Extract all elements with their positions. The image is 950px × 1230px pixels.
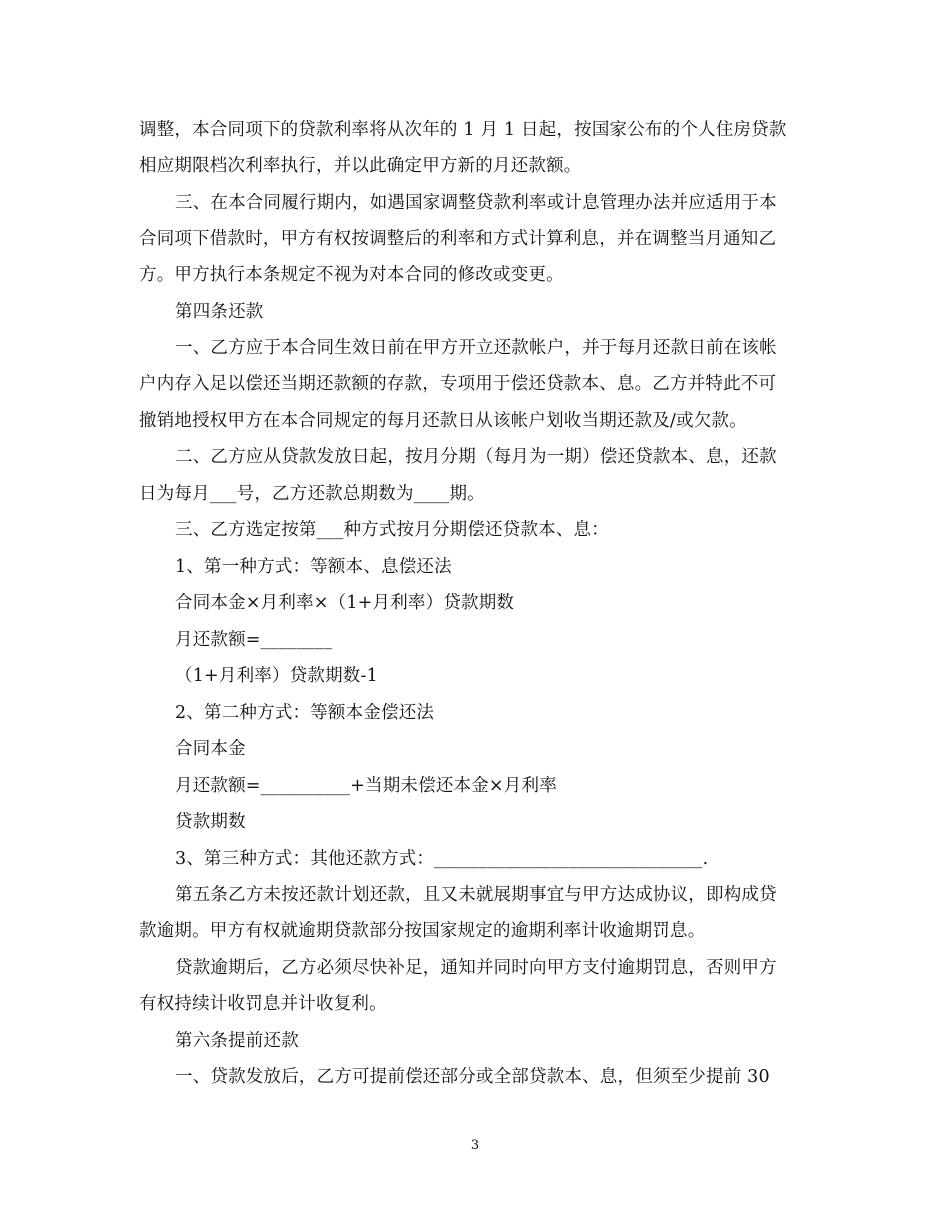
text-line: 户内存入足以偿还当期还款额的存款，专项用于偿还贷款本、息。乙方并特此不可	[139, 374, 777, 394]
text-line: 方。甲方执行本条规定不视为对本合同的修改或变更。	[139, 265, 564, 285]
text-line: 撤销地授权甲方在本合同规定的每月还款日从该帐户划收当期还款及/或欠款。	[139, 411, 747, 431]
formula-line: 月还款额=__________+当期未偿还本金×月利率	[175, 776, 557, 796]
formula-line: 月还款额=________	[175, 630, 333, 650]
text-line: 2、第二种方式：等额本金偿还法	[175, 703, 435, 723]
text-line: 日为每月___号，乙方还款总期数为____期。	[139, 484, 485, 504]
text-line: 三、乙方选定按第___种方式按月分期偿还贷款本、息：	[175, 520, 609, 540]
formula-denominator: 贷款期数	[175, 812, 246, 832]
text-line: 相应期限档次利率执行，并以此确定甲方新的月还款额。	[139, 156, 582, 176]
text-line: 贷款逾期后，乙方必须尽快补足，通知并同时向甲方支付逾期罚息，否则甲方	[175, 958, 777, 978]
text-line: 合同项下借款时，甲方有权按调整后的利率和方式计算利息，并在调整当月通知乙	[139, 229, 777, 249]
text-line: 款逾期。甲方有权就逾期贷款部分按国家规定的逾期利率计收逾期罚息。	[139, 921, 706, 941]
text-line: 二、乙方应从贷款发放日起，按月分期（每月为一期）偿还贷款本、息，还款	[175, 447, 777, 467]
text-line: 三、在本合同履行期内，如遇国家调整贷款利率或计息管理办法并应适用于本	[175, 193, 777, 213]
text-line: 第五条乙方未按还款计划还款，且又未就展期事宜与甲方达成协议，即构成贷	[175, 885, 777, 905]
text-line: 一、贷款发放后，乙方可提前偿还部分或全部贷款本、息，但须至少提前 30	[175, 1067, 770, 1087]
article-heading: 第六条提前还款	[175, 1031, 299, 1051]
article-heading: 第四条还款	[175, 302, 264, 322]
text-line: 1、第一种方式：等额本、息偿还法	[175, 557, 452, 577]
page-number: 3	[470, 1138, 480, 1153]
text-line: 一、乙方应于本合同生效日前在甲方开立还款帐户，并于每月还款日前在该帐	[175, 338, 777, 358]
formula-denominator: （1+月利率）贷款期数-1	[175, 666, 378, 686]
text-line: 有权持续计收罚息并计收复利。	[139, 994, 387, 1014]
text-line: 调整，本合同项下的贷款利率将从次年的 1 月 1 日起，按国家公布的个人住房贷款	[139, 120, 787, 140]
formula-numerator: 合同本金	[175, 739, 246, 759]
formula-numerator: 合同本金×月利率×（1+月利率）贷款期数	[175, 593, 515, 613]
text-line: 3、第三种方式：其他还款方式：______________________________.	[175, 849, 709, 869]
